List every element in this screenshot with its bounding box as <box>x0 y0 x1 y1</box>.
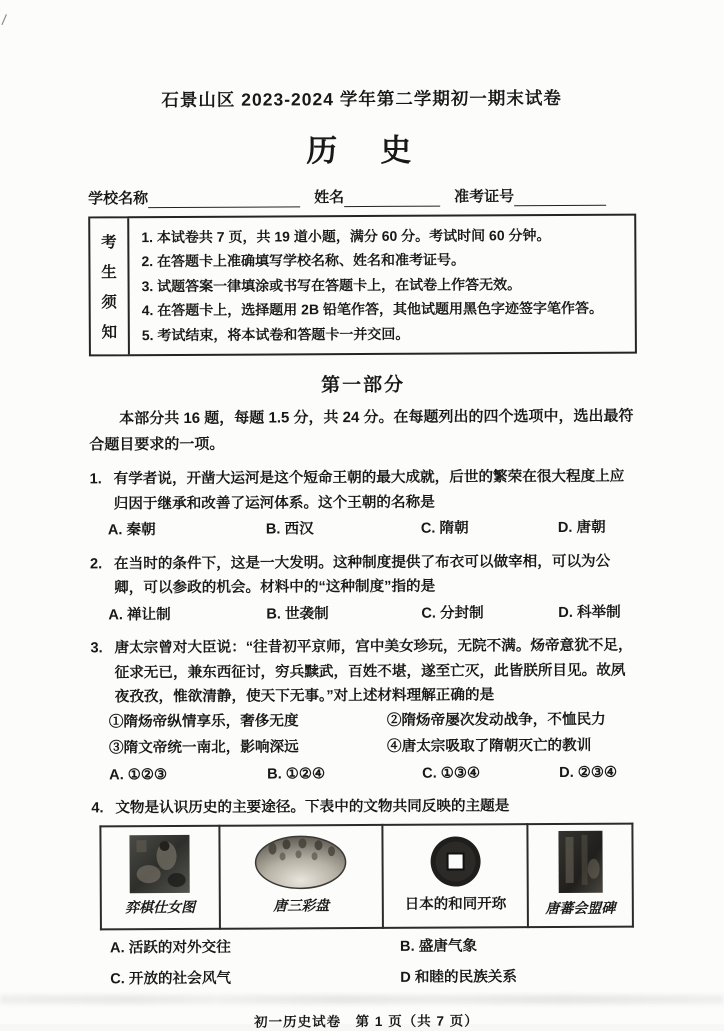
question-3-statements <box>91 707 639 761</box>
question-1-text-block <box>90 465 638 517</box>
notice-item: 2. 在答题卡上准确填写学校名称、姓名和准考证号。 <box>141 251 466 270</box>
part1-intro: 本部分共 16 题，每题 1.5 分，共 24 分。在每题列出的四个选项中，选出最符合题目要求的一项。 <box>89 407 634 454</box>
question-3-text: 唐太宗曾对大臣说：“往昔初平京师，宫中美女珍玩，无院不满。炀帝意犹不足，征求无已，兼东西征讨，穷兵黩武，百姓不堪，遂至亡灭，此皆朕所目见。故夙夜孜孜，惟欲清静，使天下无事。”对上述材料理解正确的是 <box>114 637 633 706</box>
notice-side-char: 须 <box>101 294 117 312</box>
option-d: D. ②③④ <box>559 764 618 781</box>
statement-3: ③隋文帝统一南北，影响深远 <box>108 739 299 757</box>
notice-item-list <box>129 216 635 355</box>
question-4-number: 4. <box>91 800 104 817</box>
exam-title: 石景山区 2023-2024 学年第二学期初一期末试卷 <box>161 87 562 111</box>
option-b: B. 世袭制 <box>266 605 329 623</box>
option-a: A. 禅让制 <box>108 606 171 623</box>
option-c: C. 分封制 <box>421 604 484 622</box>
painting-icon <box>129 833 191 893</box>
statement-4: ④唐太宗吸取了隋朝灭亡的教训 <box>386 737 592 755</box>
notice-item: 4. 在答题卡上，选择题用 2B 铅笔作答，其他试题用黑色字迹签字笔作答。 <box>141 299 603 319</box>
header-fields-row <box>88 185 636 209</box>
question-4 <box>91 794 640 992</box>
exam-number-blank <box>514 188 606 206</box>
scan-edge-shadow <box>0 995 724 1004</box>
question-3-text-block <box>90 634 638 710</box>
notice-side-label <box>90 218 130 354</box>
artifact-caption: 弈棋仕女图 <box>125 900 196 916</box>
student-name-blank <box>344 189 440 208</box>
page-footer: 初一历史试卷 第 1 页（共 7 页） <box>254 1013 479 1030</box>
question-2 <box>90 549 638 627</box>
part1-heading: 第一部分 <box>321 374 406 397</box>
artifact-table <box>99 822 634 930</box>
question-1-number: 1. <box>89 471 102 488</box>
option-c: C. 开放的社会风气 <box>110 970 232 987</box>
option-a: A. 活跃的对外交往 <box>109 939 231 957</box>
candidate-notice-box <box>88 214 637 357</box>
tri-color-plate-icon <box>253 834 349 893</box>
notice-item: 1. 本试卷共 7 页，共 19 道小题，满分 60 分。考试时间 60 分钟。 <box>141 227 551 246</box>
notice-item: 5. 考试结束，将本试卷和答题卡一并交回。 <box>141 325 410 343</box>
artifact-cell-chess-ladies <box>100 825 219 929</box>
question-4-text-block <box>91 794 639 821</box>
stele-icon <box>555 828 605 894</box>
student-name-label: 姓名 <box>314 189 345 207</box>
notice-side-char: 知 <box>101 324 118 342</box>
question-1-text: 有学者说，开凿大运河是这个短命王朝的最大成就，后世的繁荣在很大程度上应归因于继承和改善了运河体系。这个王朝的名称是 <box>113 468 625 512</box>
notice-item: 3. 试题答案一律填涂或书写在答题卡上，在试卷上作答无效。 <box>141 275 522 294</box>
notice-side-char: 生 <box>101 264 117 282</box>
question-3-options <box>91 760 639 787</box>
question-4-options <box>92 934 640 992</box>
question-3 <box>90 634 639 788</box>
artifact-caption: 日本的和同开珎 <box>404 896 507 913</box>
option-d: D 和睦的民族关系 <box>400 968 518 986</box>
coin-icon <box>428 834 482 888</box>
artifact-cell-wadokaichin-coin <box>383 824 529 928</box>
school-name-label: 学校名称 <box>88 190 149 208</box>
scan-corner-mark: / <box>0 11 8 30</box>
artifact-cell-sancai-plate <box>219 824 383 928</box>
question-1-options <box>90 516 638 543</box>
question-3-number: 3. <box>90 640 103 657</box>
option-d: D. 科举制 <box>558 604 621 621</box>
artifact-caption: 唐三彩盘 <box>273 898 330 915</box>
page-content <box>88 85 641 1031</box>
school-name-blank <box>148 189 300 208</box>
question-4-text: 文物是认识历史的主要途径。下表中的文物共同反映的主题是 <box>115 798 510 817</box>
option-a: A. ①②③ <box>109 766 168 783</box>
notice-side-char: 考 <box>101 234 117 252</box>
question-2-text-block <box>90 549 638 601</box>
option-d: D. 唐朝 <box>557 519 606 537</box>
exam-subject: 历 史 <box>306 132 418 169</box>
question-2-options <box>90 600 638 627</box>
exam-number-label: 准考证号 <box>454 188 515 206</box>
artifact-caption: 唐蕃会盟碑 <box>545 901 616 917</box>
statement-1: ①隋炀帝纵情享乐，奢侈无度 <box>108 712 299 730</box>
option-a: A. 秦朝 <box>107 522 156 539</box>
artifact-cell-tangbo-stele <box>528 823 633 927</box>
option-c: C. ①③④ <box>422 764 481 782</box>
option-c: C. 隋朝 <box>420 520 469 537</box>
question-1 <box>90 465 638 543</box>
statement-2: ②隋炀帝屡次发动战争，不恤民力 <box>386 711 606 729</box>
option-b: B. 盛唐气象 <box>399 938 478 955</box>
option-b: B. 西汉 <box>265 521 314 538</box>
question-2-text: 在当时的条件下，这是一大发明。这种制度提供了布衣可以做宰相，可以为公卿，可以参政的机会。材料中的“这种制度”指的是 <box>113 553 611 597</box>
option-b: B. ①②④ <box>267 765 326 783</box>
question-2-number: 2. <box>89 555 103 572</box>
